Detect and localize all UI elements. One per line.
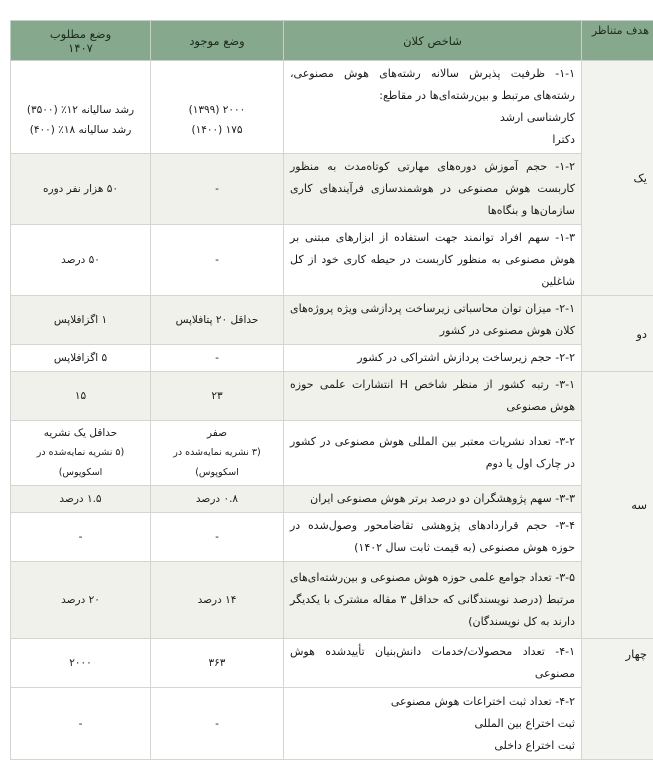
current-value: صفر [157, 423, 277, 443]
table-row [11, 372, 653, 421]
current-cell: - [151, 225, 284, 296]
indicator-text: ۴-۲- تعداد ثبت اختراعات هوش مصنوعی [290, 691, 575, 713]
table-row [11, 154, 653, 225]
target-cell: ۵۰ درصد [11, 225, 151, 296]
current-cell: ۰.۸ درصد [151, 486, 284, 513]
target-cell: - [11, 688, 151, 760]
table-row [11, 225, 653, 296]
target-value-note: (۵ نشریه نمایه‌شده در اسکوپوس) [17, 443, 144, 483]
target-cell: ۱.۵ درصد [11, 486, 151, 513]
target-value: رشد سالیانه ۱۸٪ (۴۰۰) [17, 120, 144, 140]
current-cell: حداقل ۲۰ پتافلاپس [151, 296, 284, 345]
table-row [11, 296, 653, 345]
header-target-label: وضع مطلوب [15, 27, 146, 41]
indicator-cell: ۳-۲- تعداد نشریات معتبر بین المللی هوش مصنوعی در کشور در چارک اول یا دوم [284, 421, 582, 486]
target-cell: ۱۵ [11, 372, 151, 421]
indicators-table [10, 20, 653, 760]
header-goal: هدف متناظر [582, 21, 653, 61]
indicator-cell [284, 61, 582, 154]
current-value-note: (۳ نشریه نمایه‌شده در اسکوپوس) [157, 443, 277, 483]
target-cell: - [11, 513, 151, 562]
current-cell [151, 421, 284, 486]
indicator-cell: ۱-۳- سهم افراد توانمند جهت استفاده از ابزارهای مبتنی بر هوش مصنوعی به منظور کاربست در حیطه کاری خود از کل شاغلین [284, 225, 582, 296]
indicator-cell: ۳-۱- رتبه کشور از منظر شاخص H انتشارات علمی حوزه هوش مصنوعی [284, 372, 582, 421]
target-cell [11, 421, 151, 486]
table-row [11, 61, 653, 154]
current-value: ۱۷۵ (۱۴۰۰) [157, 120, 277, 140]
target-cell: ۵ اگزافلاپس [11, 345, 151, 372]
table-row [11, 513, 653, 562]
goal-cell-1: یک [582, 61, 653, 296]
current-cell: - [151, 154, 284, 225]
table-row [11, 562, 653, 639]
indicator-cell: ۲-۱- میزان توان محاسباتی زیرساخت پردازشی ویژه پروژه‌های کلان هوش مصنوعی در کشور [284, 296, 582, 345]
indicator-text: ۱-۱- ظرفیت پذیرش سالانه رشته‌های هوش مصنوعی، رشته‌های مرتبط و بین‌رشته‌ای‌ها در مقاطع: [290, 67, 575, 102]
current-cell [151, 61, 284, 154]
current-cell: - [151, 688, 284, 760]
target-value: رشد سالیانه ۱۲٪ (۳۵۰۰) [17, 100, 144, 120]
target-cell: ۵۰ هزار نفر دوره [11, 154, 151, 225]
goal-cell-3: سه [582, 372, 653, 639]
table-row [11, 421, 653, 486]
indicator-subitem: ثبت اختراع بین المللی [290, 713, 575, 735]
header-indicator: شاخص کلان [284, 21, 582, 61]
current-value: ۲۰۰۰ (۱۳۹۹) [157, 100, 277, 120]
indicator-subitem: دکترا [290, 129, 575, 151]
header-current: وضع موجود [151, 21, 284, 61]
indicator-cell: ۱-۲- حجم آموزش دوره‌های مهارتی کوتاه‌مدت به منظور کاربست هوش مصنوعی در هوشمندسازی فرآیندهای کاری سازمان‌ها و بنگاه‌ها [284, 154, 582, 225]
table-row [11, 345, 653, 372]
target-value: حداقل یک نشریه [17, 423, 144, 443]
table-row [11, 486, 653, 513]
indicator-cell: ۳-۴- حجم قراردادهای پژوهشی تقاضامحور وصول‌شده در حوزه هوش مصنوعی (به قیمت ثابت سال ۱۴۰۲) [284, 513, 582, 562]
indicator-subitem: ثبت اختراع داخلی [290, 735, 575, 757]
table-row [11, 688, 653, 760]
target-cell: ۲۰۰۰ [11, 639, 151, 688]
indicator-subitem: کارشناسی ارشد [290, 107, 575, 129]
goal-cell-2: دو [582, 296, 653, 372]
indicator-cell: ۳-۳- سهم پژوهشگران دو درصد برتر هوش مصنوعی ایران [284, 486, 582, 513]
header-row [11, 21, 653, 61]
table-row [11, 639, 653, 688]
current-cell: - [151, 345, 284, 372]
current-cell: ۱۴ درصد [151, 562, 284, 639]
indicator-cell: ۲-۲- حجم زیرساخت پردازش اشتراکی در کشور [284, 345, 582, 372]
current-cell: ۳۶۳ [151, 639, 284, 688]
target-cell: ۲۰ درصد [11, 562, 151, 639]
current-cell: - [151, 513, 284, 562]
target-cell [11, 61, 151, 154]
goal-cell-4: چهار [582, 639, 653, 760]
current-cell: ۲۳ [151, 372, 284, 421]
target-cell: ۱ اگزافلاپس [11, 296, 151, 345]
header-target-year: ۱۴۰۷ [15, 41, 146, 55]
indicator-cell: ۴-۱- تعداد محصولات/خدمات دانش‌بنیان تأییدشده هوش مصنوعی [284, 639, 582, 688]
indicator-cell: ۳-۵- تعداد جوامع علمی حوزه هوش مصنوعی و بین‌رشته‌ای‌های مرتبط (درصد نویسندگانی که حداقل ۳ مقاله مشترک با یکدیگر دارند به کل نویسندگان) [284, 562, 582, 639]
indicator-cell [284, 688, 582, 760]
header-target [11, 21, 151, 61]
